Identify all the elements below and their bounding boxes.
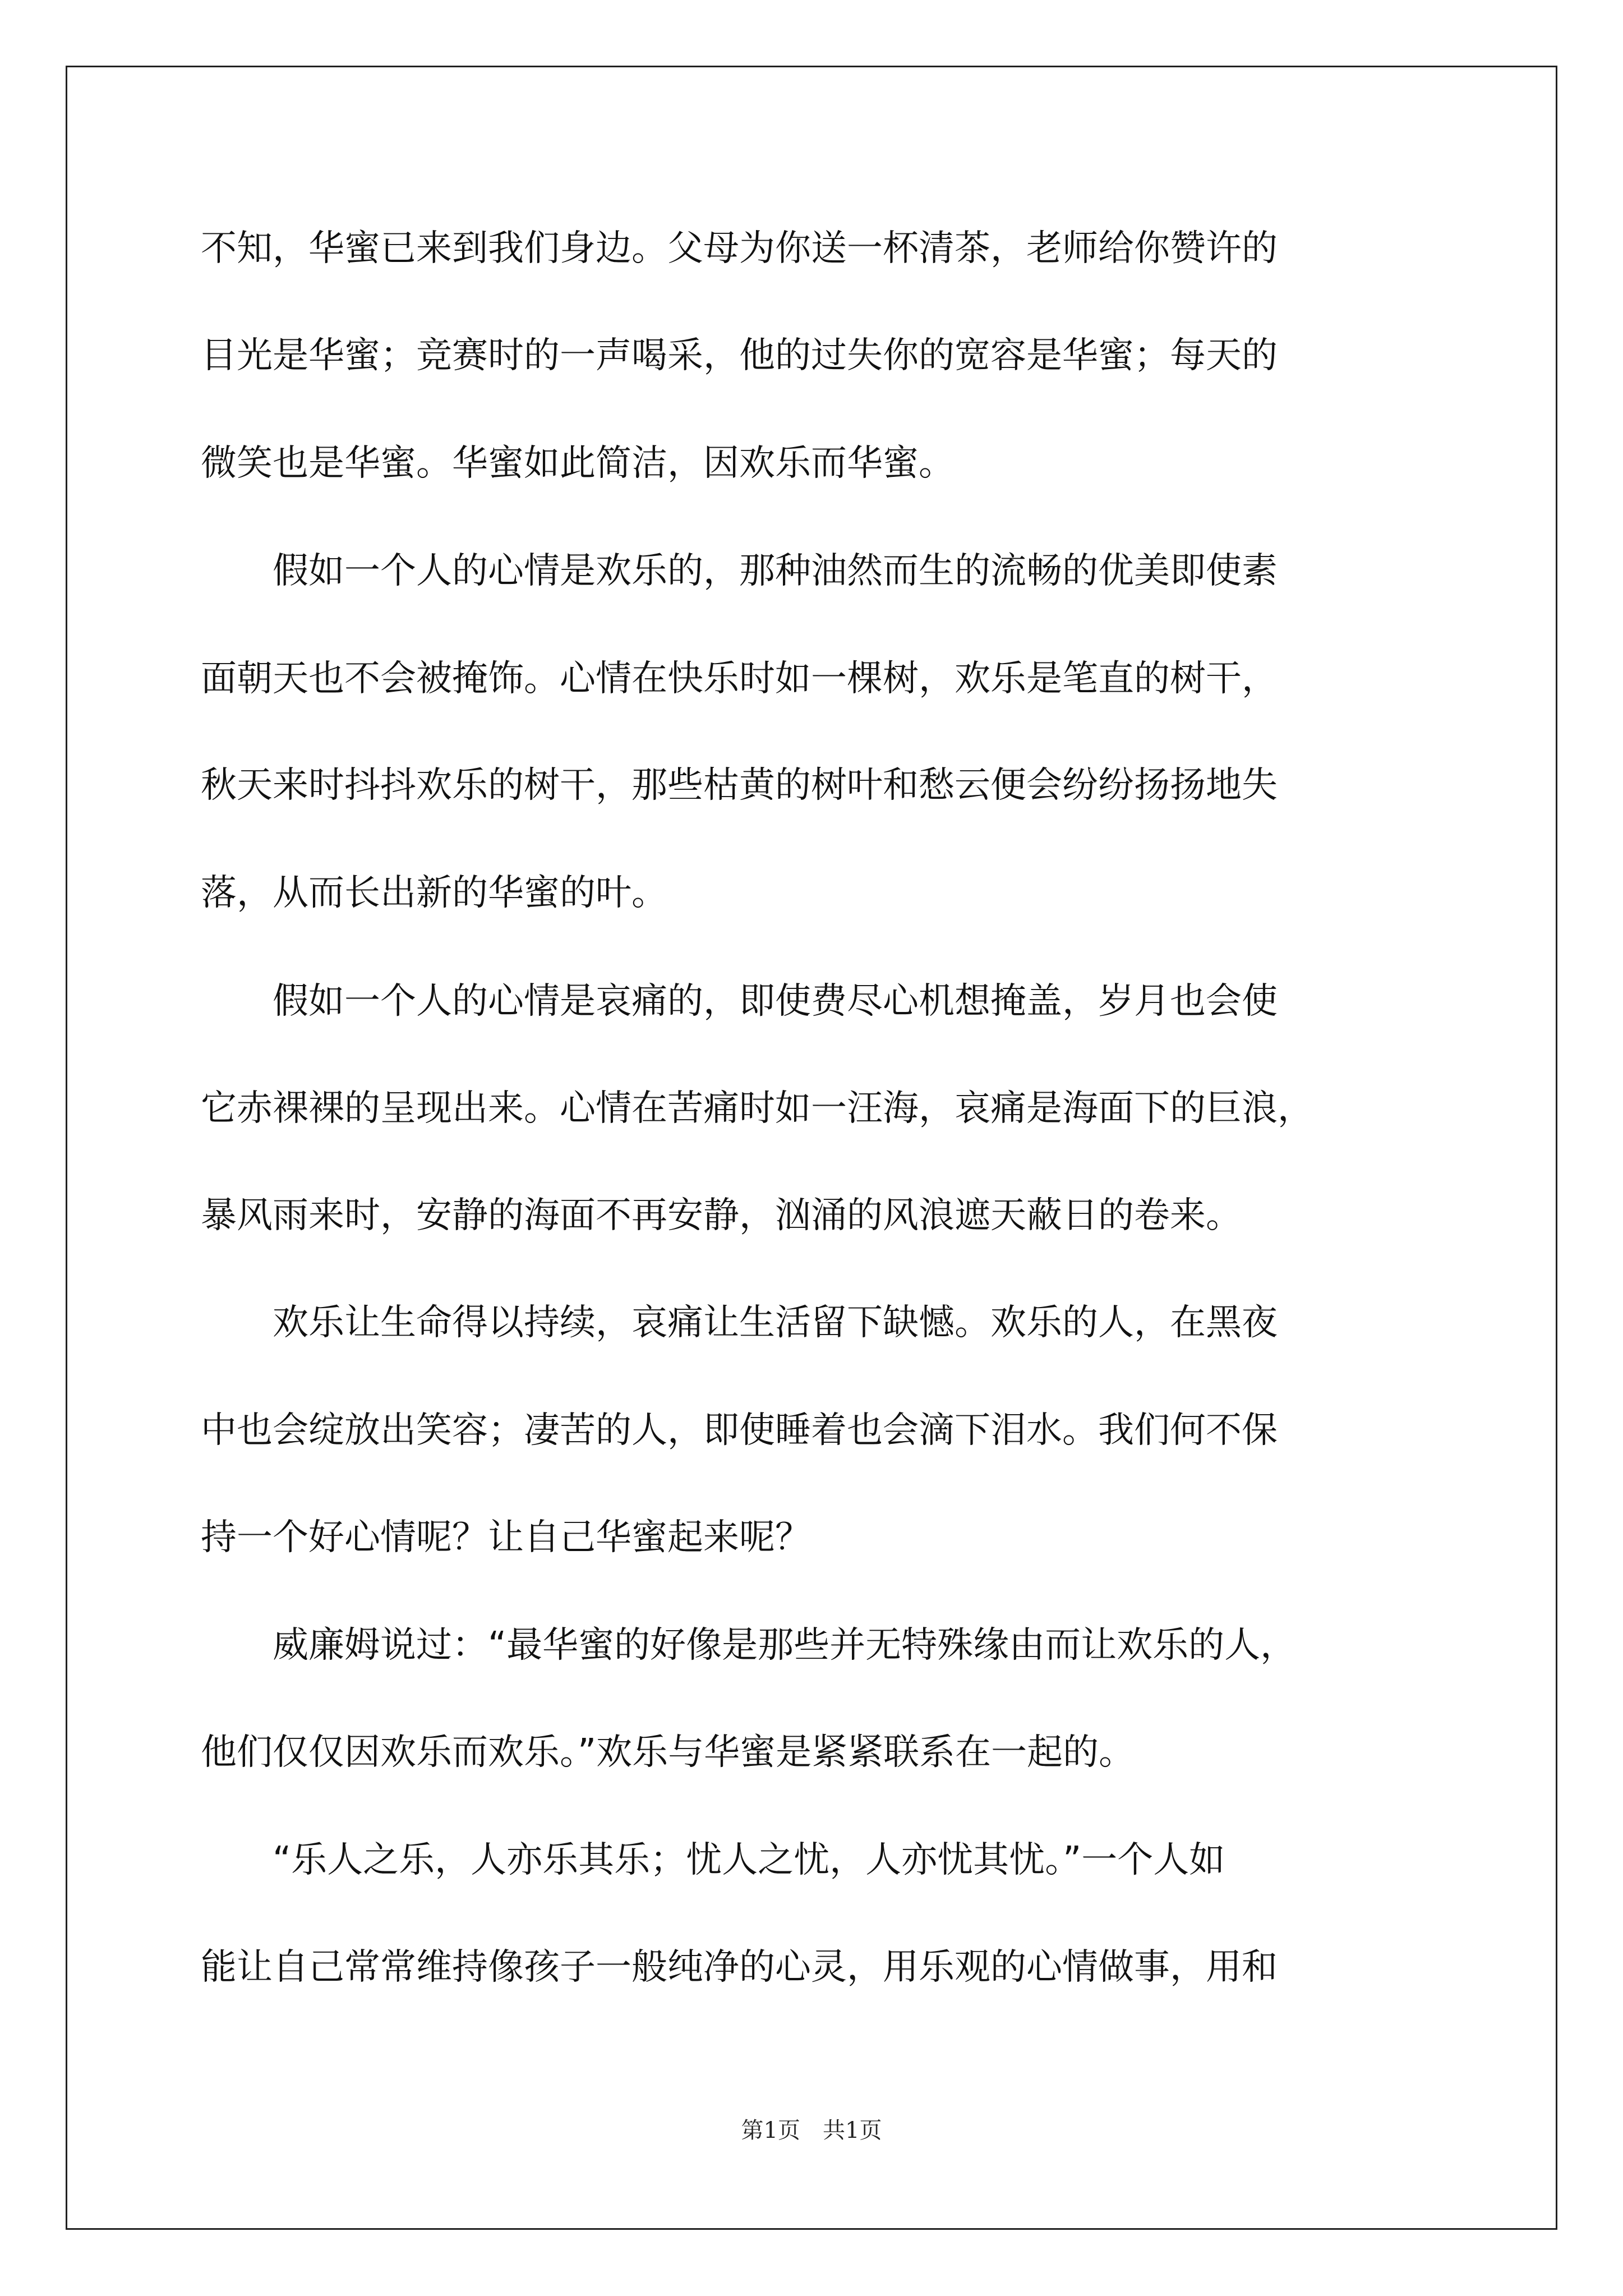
text-line: 持一个好心情呢？让自己华蜜起来呢？ bbox=[201, 1517, 811, 1558]
text-line: 中也会绽放出笑容；凄苦的人，即使睡着也会滴下泪水。我们何不保 bbox=[201, 1410, 1278, 1451]
page-indicator: 第1页 共1页 bbox=[741, 2118, 882, 2143]
text-line: 假如一个人的心情是欢乐的，那种油然而生的流畅的优美即使素 bbox=[201, 550, 1278, 592]
text-line: “乐人之乐，人亦乐其乐；忧人之忧，人亦忧其忧。”一个人如 bbox=[201, 1839, 1225, 1881]
text-line: 欢乐让生命得以持续，哀痛让生活留下缺憾。欢乐的人，在黑夜 bbox=[201, 1302, 1278, 1343]
text-line: 它赤裸裸的呈现出来。心情在苦痛时如一汪海，哀痛是海面下的巨浪， bbox=[201, 1088, 1313, 1129]
text-line: 目光是华蜜；竞赛时的一声喝采，他的过失你的宽容是华蜜；每天的 bbox=[201, 335, 1278, 376]
text-line: 面朝天也不会被掩饰。心情在快乐时如一棵树，欢乐是笔直的树干， bbox=[201, 658, 1278, 700]
text-line: 落，从而长出新的华蜜的叶。 bbox=[201, 872, 667, 914]
text-line: 不知，华蜜已来到我们身边。父母为你送一杯清茶，老师给你赞许的 bbox=[201, 228, 1278, 269]
text-line: 他们仅仅因欢乐而欢乐。”欢乐与华蜜是紧紧联系在一起的。 bbox=[201, 1732, 1135, 1773]
text-line: 威廉姆说过：“最华蜜的好像是那些并无特殊缘由而让欢乐的人， bbox=[201, 1625, 1297, 1666]
page-border bbox=[66, 66, 1557, 2230]
text-line: 微笑也是华蜜。华蜜如此简洁，因欢乐而华蜜。 bbox=[201, 443, 955, 484]
text-line: 秋天来时抖抖欢乐的树干，那些枯黄的树叶和愁云便会纷纷扬扬地失 bbox=[201, 765, 1278, 806]
text-line: 假如一个人的心情是哀痛的，即使费尽心机想掩盖，岁月也会使 bbox=[201, 981, 1278, 1022]
text-line: 暴风雨来时，安静的海面不再安静，汹涌的风浪遮天蔽日的卷来。 bbox=[201, 1195, 1242, 1236]
text-line: 能让自己常常维持像孩子一般纯净的心灵，用乐观的心情做事，用和 bbox=[201, 1947, 1278, 1988]
